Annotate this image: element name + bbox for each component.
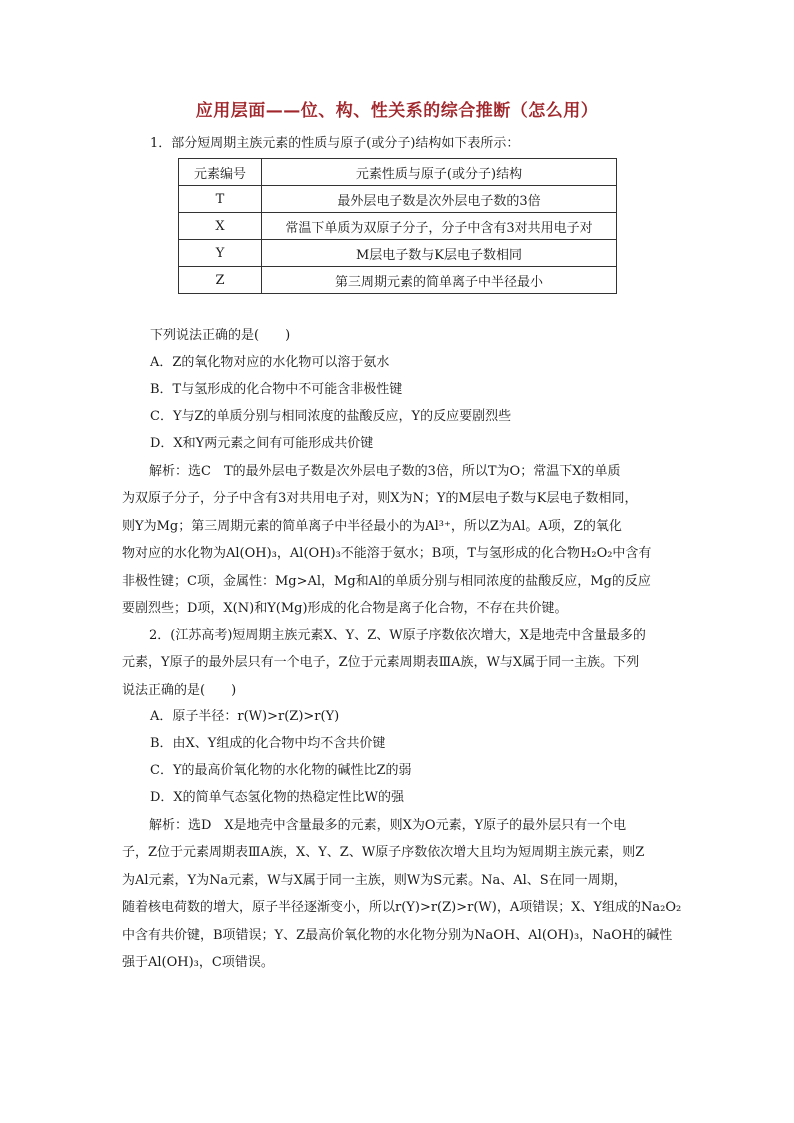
analysis-line: 非极性键；C项，金属性：Mg>Al，Mg和Al的单质分别与相同浓度的盐酸反应，Mg的反应 (122, 573, 651, 589)
analysis-line: 中含有共价键，B项错误；Y、Z最高价氧化物的水化物分别为NaOH、Al(OH)₃，NaOH的碱性 (122, 927, 673, 943)
q2-option-b: B．由X、Y组成的化合物中均不含共价键 (150, 736, 386, 751)
q1-intro: 1．部分短周期主族元素的性质与原子(或分子)结构如下表所示： (150, 136, 520, 151)
q1-option-c: C．Y与Z的单质分别与相同浓度的盐酸反应，Y的反应要剧烈些 (150, 409, 512, 424)
q1-option-b: B．T与氢形成的化合物中不可能含非极性键 (150, 382, 403, 397)
page-title: 应用层面——位、构、性关系的综合推断（怎么用） (195, 101, 599, 121)
table-row (179, 186, 617, 213)
analysis-line: 随着核电荷数的增大，原子半径逐渐变小，所以r(Y)>r(Z)>r(W)，A项错误；X、Y组成的Na₂O₂ (122, 900, 682, 916)
table-cell: M层电子数与K层电子数相同 (262, 240, 617, 267)
table-row (179, 267, 617, 294)
table-row (179, 240, 617, 267)
stem-line: 说法正确的是( ) (122, 682, 237, 698)
q2-analysis (122, 812, 680, 976)
stem-line: 元素，Y原子的最外层只有一个电子，Z位于元素周期表ⅢA族，W与X属于同一主族。下列 (122, 655, 640, 671)
table-cell: 最外层电子数是次外层电子数的3倍 (262, 186, 617, 213)
q1-question: 下列说法正确的是( ) (150, 328, 291, 343)
table-header-cell: 元素编号 (179, 159, 262, 186)
q1-option-d: D．X和Y两元素之间有可能形成共价键 (150, 436, 374, 451)
q2-stem (122, 622, 680, 704)
analysis-line: 则Y为Mg；第三周期元素的简单离子中半径最小的为Al³⁺，所以Z为Al。A项，Z的氧化 (122, 518, 622, 534)
table-cell: T (179, 186, 262, 213)
table-cell: 常温下单质为双原子分子，分子中含有3对共用电子对 (262, 213, 617, 240)
q1-analysis (122, 458, 680, 622)
analysis-line: 物对应的水化物为Al(OH)₃，Al(OH)₃不能溶于氨水；B项，T与氢形成的化合物H₂O₂中含有 (122, 546, 652, 562)
table-cell: Y (179, 240, 262, 267)
q2-option-d: D．X的简单气态氢化物的热稳定性比W的强 (150, 790, 405, 805)
q2-option-c: C．Y的最高价氧化物的水化物的碱性比Z的弱 (150, 763, 412, 778)
table-cell: 第三周期元素的简单离子中半径最小 (262, 267, 617, 294)
analysis-line: 解析：选D X是地壳中含量最多的元素，则X为O元素，Y原子的最外层只有一个电 (149, 818, 627, 833)
analysis-line: 为双原子分子，分子中含有3对共用电子对，则X为N；Y的M层电子数与K层电子数相同， (122, 491, 638, 507)
table-row (179, 213, 617, 240)
table-header-cell: 元素性质与原子(或分子)结构 (262, 159, 617, 186)
table-cell: X (179, 213, 262, 240)
q1-option-a: A．Z的氧化物对应的水化物可以溶于氨水 (150, 355, 390, 370)
analysis-line: 解析：选C T的最外层电子数是次外层电子数的3倍，所以T为O；常温下X的单质 (149, 464, 621, 479)
q2-option-a: A．原子半径：r(W)>r(Z)>r(Y) (150, 709, 340, 724)
analysis-line: 为Al元素，Y为Na元素，W与X属于同一主族，则W为S元素。Na、Al、S在同一周期， (122, 872, 627, 888)
table-cell: Z (179, 267, 262, 294)
element-table (178, 158, 617, 294)
analysis-line: 要剧烈些；D项，X(N)和Y(Mg)形成的化合物是离子化合物，不存在共价键。 (122, 600, 568, 616)
analysis-line: 子，Z位于元素周期表ⅢA族，X、Y、Z、W原子序数依次增大且均为短周期主族元素，则Z (122, 845, 645, 861)
table-header-row (179, 159, 617, 186)
analysis-line: 强于Al(OH)₃，C项错误。 (122, 954, 274, 970)
stem-line: 2．(江苏高考)短周期主族元素X、Y、Z、W原子序数依次增大，X是地壳中含量最多的 (149, 628, 646, 643)
